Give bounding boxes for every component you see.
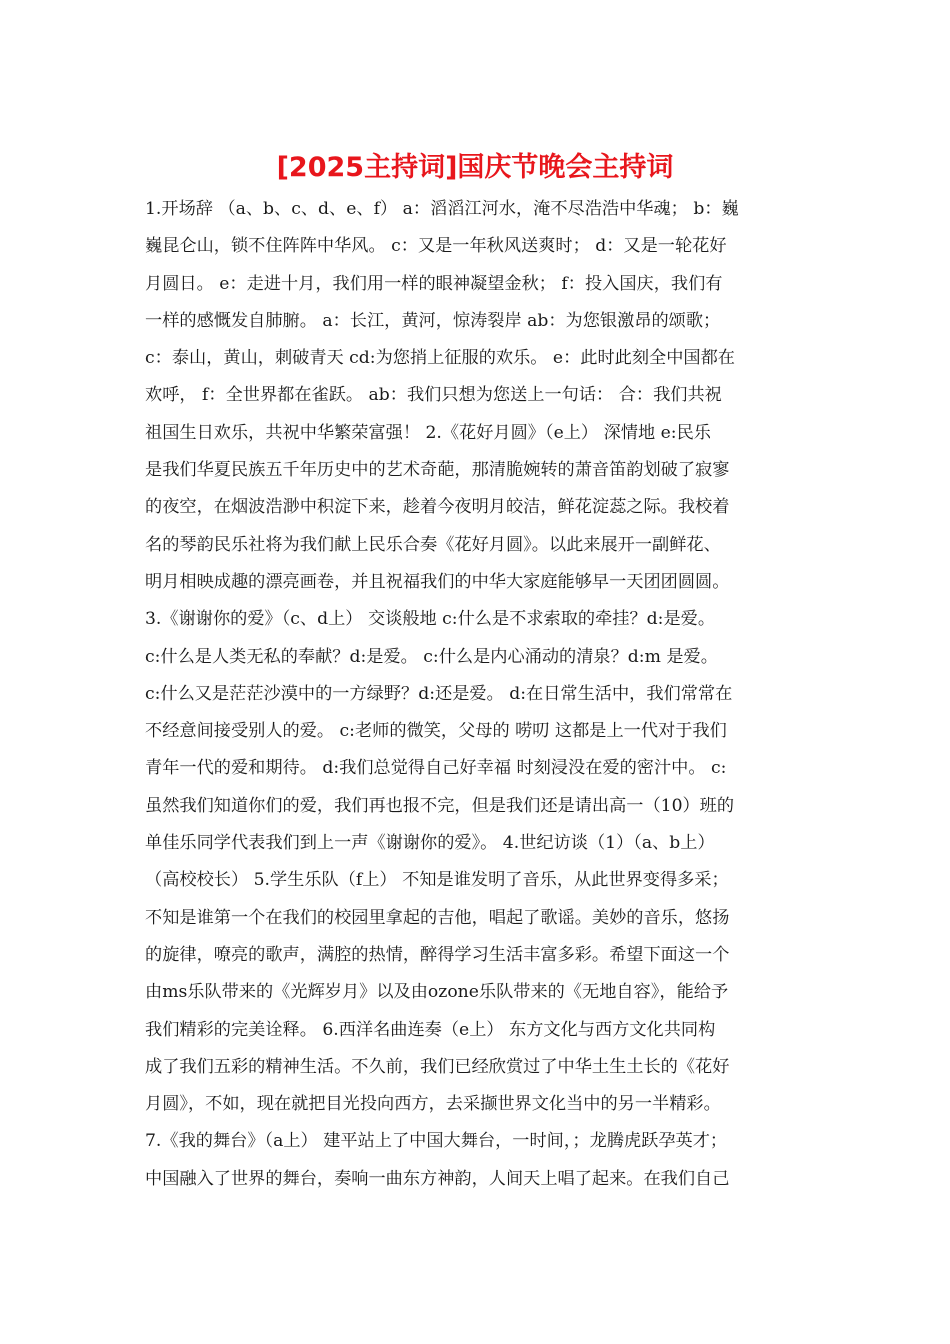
- body-text-line: 是我们华夏民族五千年历史中的艺术奇葩，那清脆婉转的萧音笛韵划破了寂寥: [145, 460, 730, 481]
- body-text-line: （高校校长） 5.学生乐队（f上） 不知是谁发明了音乐，从此世界变得多采；: [145, 870, 729, 891]
- body-text-line: 的夜空，在烟波浩渺中积淀下来，趁着今夜明月皎洁，鲜花淀蕊之际。我校着: [145, 497, 730, 518]
- body-text-line: 3.《谢谢你的爱》（c、d上） 交谈般地 c:什么是不求索取的牵挂？d:是爱。: [145, 609, 716, 630]
- body-text-line: c：泰山，黄山，刺破青天 cd:为您捎上征服的欢乐。 e：此时此刻全中国都在: [145, 348, 735, 369]
- body-text-line: 1.开场辞 （a、b、c、d、e、f） a：滔滔江河水，淹不尽浩浩中华魂； b：巍: [145, 199, 739, 219]
- body-text-line: 不知是谁第一个在我们的校园里拿起的吉他，唱起了歌谣。美妙的音乐，悠扬: [145, 907, 730, 928]
- body-text-line: 单佳乐同学代表我们到上一声《谢谢你的爱》。 4.世纪访谈（1）（a、b上）: [145, 833, 715, 854]
- body-text-line: 月圆日。 e：走进十月，我们用一样的眼神凝望金秋； f：投入国庆，我们有: [145, 273, 723, 294]
- body-text-line: 欢呼， f：全世界都在雀跃。 ab：我们只想为您送上一句话： 合：我们共祝: [145, 385, 722, 406]
- body-text-line: c:什么又是茫茫沙漠中的一方绿野？d:还是爱。 d:在日常生活中，我们常常在: [145, 683, 733, 704]
- body-text-line: 明月相映成趣的漂亮画卷，并且祝福我们的中华大家庭能够早一天团团圆圆。: [145, 571, 730, 592]
- body-text-line: 虽然我们知道你们的爱，我们再也报不完，但是我们还是请出高一（10）班的: [145, 795, 735, 816]
- body-text-line: 祖国生日欢乐，共祝中华繁荣富强！ 2.《花好月圆》（e上） 深情地 e:民乐: [145, 422, 711, 443]
- document-body: [145, 191, 805, 1198]
- body-text-line: 中国融入了世界的舞台，奏响一曲东方神韵，人间天上唱了起来。在我们自己: [145, 1168, 730, 1189]
- body-text-line: 7.《我的舞台》（a上） 建平站上了中国大舞台，一时间，；龙腾虎跃孕英才；: [145, 1131, 728, 1152]
- body-text-line: 我们精彩的完美诠释。 6.西洋名曲连奏（e上） 东方文化与西方文化共同构: [145, 1019, 716, 1040]
- body-text-line: 由ms乐队带来的《光辉岁月》以及由ozone乐队带来的《无地自容》，能给予: [145, 982, 729, 1003]
- body-text-line: 月圆》，不如，现在就把目光投向西方，去采撷世界文化当中的另一半精彩。: [145, 1094, 721, 1115]
- document-title: [2025主持词]国庆节晚会主持词: [276, 152, 674, 183]
- body-text-line: 巍昆仑山，锁不住阵阵中华风。 c：又是一年秋风送爽时； d：又是一轮花好: [145, 236, 727, 257]
- body-text-line: c:什么是人类无私的奉献？d:是爱。 c:什么是内心涌动的清泉？d:m 是爱。: [145, 646, 718, 667]
- body-text-line: 不经意间接受别人的爱。 c:老师的微笑，父母的 唠叨 这都是上一代对于我们: [145, 721, 727, 742]
- body-text-line: 成了我们五彩的精神生活。不久前，我们已经欣赏过了中华土生土长的《花好: [145, 1056, 730, 1077]
- body-text-line: 的旋律，嘹亮的歌声，满腔的热情，醉得学习生活丰富多彩。希望下面这一个: [145, 944, 730, 965]
- body-text-line: 名的琴韵民乐社将为我们献上民乐合奏《花好月圆》。以此来展开一副鲜花、: [145, 534, 721, 555]
- body-text-line: 一样的感慨发自肺腑。 a：长江，黄河，惊涛裂岸 ab：为您银激昂的颂歌；: [145, 310, 721, 331]
- body-text-line: 青年一代的爱和期待。 d:我们总觉得自己好幸福 时刻浸没在爱的密汁中。 c:: [145, 758, 727, 779]
